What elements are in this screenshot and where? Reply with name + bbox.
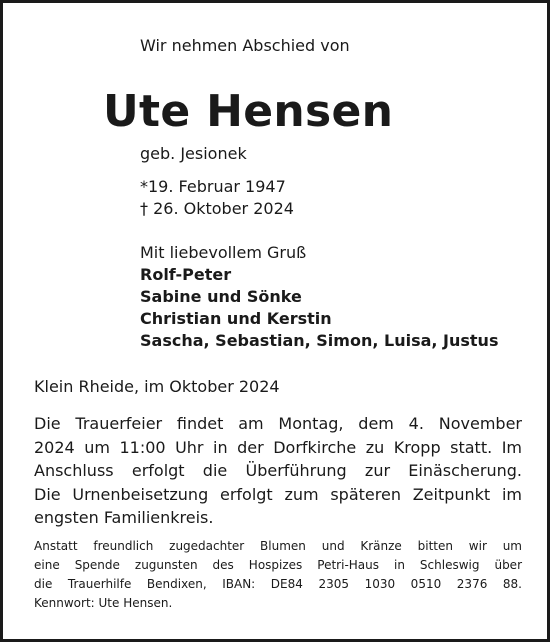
birth-name: geb. Jesionek (140, 144, 247, 163)
ceremony-line: 2024 um 11:00 Uhr in der Dorfkirche zu Kropp statt. Im (34, 437, 522, 457)
greeting: Mit liebevollem Gruß (140, 243, 307, 262)
ceremony-line: engsten Familienkreis. (34, 508, 214, 527)
family-member: Sascha, Sebastian, Simon, Luisa, Justus (140, 331, 499, 350)
death-date: † 26. Oktober 2024 (140, 199, 294, 218)
intro-text: Wir nehmen Abschied von (140, 36, 350, 55)
family-member: Rolf-Peter (140, 265, 232, 284)
donation-line: die Trauerhilfe Bendixen, IBAN: DE84 2305 1030 0510 2376 88. (34, 577, 522, 591)
ceremony-line: Die Urnenbeisetzung erfolgt zum späteren Zeitpunkt im (34, 484, 522, 504)
birth-date: *19. Februar 1947 (140, 177, 286, 196)
family-signature (140, 242, 498, 352)
donation-line: Kennwort: Ute Hensen. (34, 596, 173, 610)
donation-line: eine Spende zugunsten des Hospizes Petri-Haus in Schleswig über (34, 558, 522, 572)
ceremony-line: Die Trauerfeier findet am Montag, dem 4. November (34, 414, 522, 433)
place-date: Klein Rheide, im Oktober 2024 (34, 377, 280, 396)
ceremony-line: Anschluss erfolgt die Überführung zur Einäscherung. (34, 461, 522, 480)
ceremony-paragraph (34, 412, 522, 530)
donation-paragraph (34, 537, 522, 613)
donation-line: Anstatt freundlich zugedachter Blumen und Kränze bitten wir um (34, 539, 522, 553)
family-member: Christian und Kerstin (140, 309, 332, 328)
life-dates (140, 176, 294, 220)
deceased-name: Ute Hensen (103, 86, 394, 137)
family-member: Sabine und Sönke (140, 287, 302, 306)
